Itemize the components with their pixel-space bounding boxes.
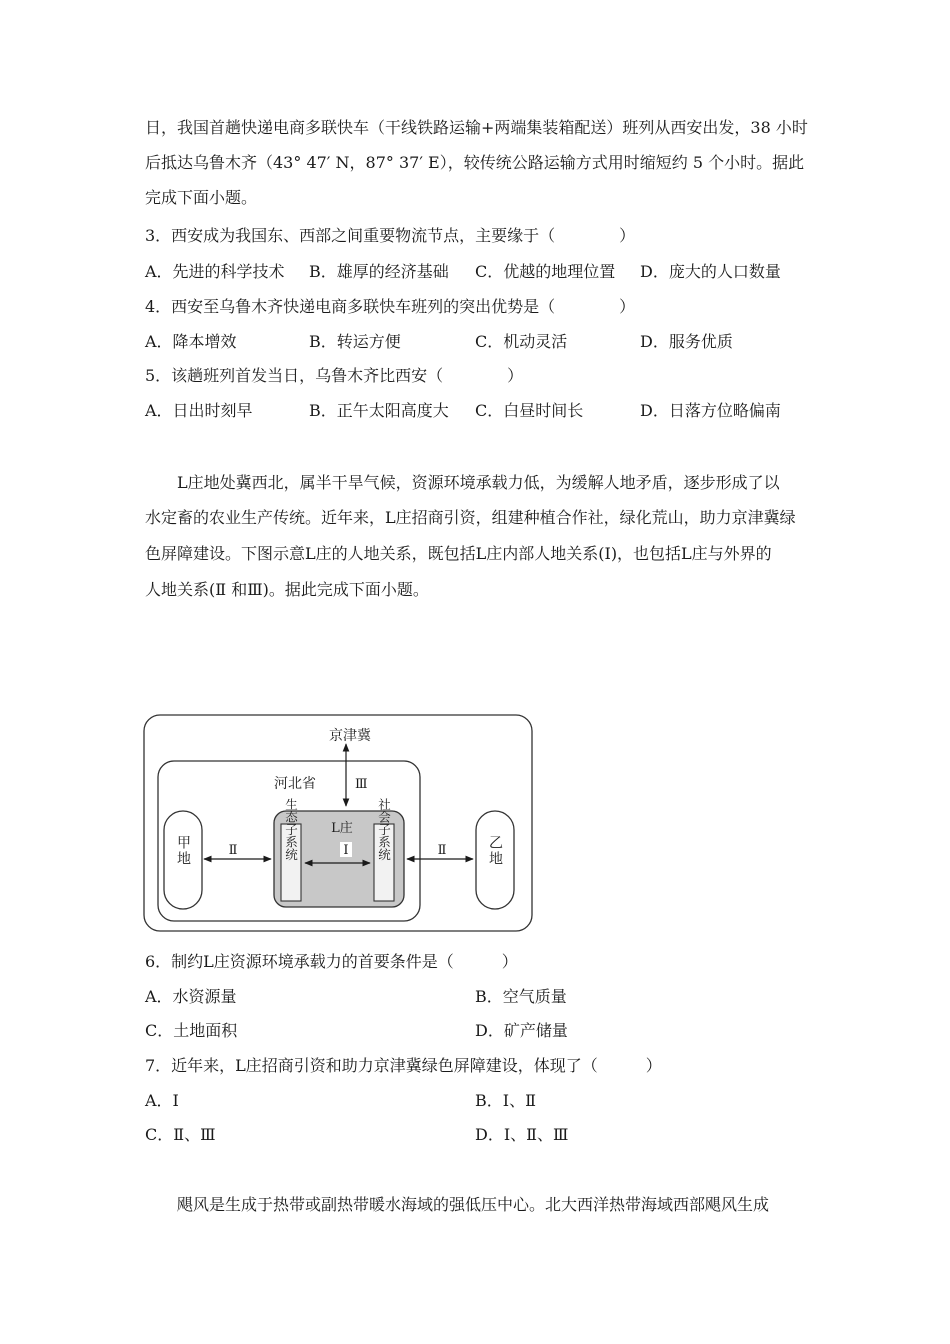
intro2-line-3: 色屏障建设。下图示意L庄的人地关系，既包括L庄内部人地关系(Ⅰ)，也包括L庄与外界的 <box>145 544 772 563</box>
q3-stem: 3．西安成为我国东、西部之间重要物流节点，主要缘于（ ） <box>145 226 636 245</box>
intro1-line-1: 日，我国首趟快递电商多联快车（干线铁路运输+两端集装箱配送）班列从西安出发，38 小时 <box>145 118 808 137</box>
q6-option-b: B．空气质量 <box>475 987 567 1006</box>
l-village-label: L庄 <box>331 821 353 836</box>
q4-option-b: B．转运方便 <box>309 332 401 351</box>
q7-stem: 7．近年来，L庄招商引资和助力京津冀绿色屏障建设，体现了（ ） <box>145 1056 662 1075</box>
human-land-relationship-diagram <box>142 713 534 935</box>
social-subsystem-label: 社会子系统 <box>376 797 392 861</box>
jia-place-label: 甲地 <box>175 835 191 867</box>
relationship-2-right-label: Ⅱ <box>437 843 447 858</box>
intro1-line-3: 完成下面小题。 <box>145 188 258 207</box>
q5-stem: 5．该趟班列首发当日，乌鲁木齐比西安（ ） <box>145 366 524 385</box>
q5-option-d: D．日落方位略偏南 <box>640 401 781 420</box>
q5-option-a: A．日出时刻早 <box>145 401 253 420</box>
q4-option-d: D．服务优质 <box>640 332 733 351</box>
q4-option-c: C．机动灵活 <box>475 332 568 351</box>
relationship-1-label: Ⅰ <box>343 843 349 858</box>
q4-option-a: A．降本增效 <box>145 332 237 351</box>
jingjinji-label: 京津冀 <box>329 728 371 744</box>
q6-stem: 6．制约L庄资源环境承载力的首要条件是（ ） <box>145 952 518 971</box>
q6-option-a: A．水资源量 <box>145 987 237 1006</box>
q7-option-d: D．Ⅰ、Ⅱ、Ⅲ <box>475 1125 569 1144</box>
q4-stem: 4．西安至乌鲁木齐快递电商多联快车班列的突出优势是（ ） <box>145 297 636 316</box>
hebei-label: 河北省 <box>274 776 316 792</box>
intro2-line-1: L庄地处冀西北，属半干旱气候，资源环境承载力低，为缓解人地矛盾，逐步形成了以 <box>145 473 780 492</box>
q7-option-c: C．Ⅱ、Ⅲ <box>145 1125 216 1144</box>
intro3-line-1: 飓风是生成于热带或副热带暖水海域的强低压中心。北大西洋热带海域西部飓风生成 <box>145 1195 770 1214</box>
eco-subsystem-label: 生态子系统 <box>283 797 299 861</box>
relationship-3-label: Ⅲ <box>355 777 368 792</box>
q3-option-a: A．先进的科学技术 <box>145 262 285 281</box>
q5-option-c: C．白昼时间长 <box>475 401 584 420</box>
q3-option-b: B．雄厚的经济基础 <box>309 262 449 281</box>
intro2-line-2: 水定畜的农业生产传统。近年来，L庄招商引资，组建种植合作社，绿化荒山，助力京津冀绿 <box>145 508 796 527</box>
q7-option-b: B．Ⅰ、Ⅱ <box>475 1091 536 1110</box>
relationship-2-left-label: Ⅱ <box>228 843 238 858</box>
yi-place-label: 乙地 <box>487 835 503 867</box>
intro1-line-2: 后抵达乌鲁木齐（43° 47′ N，87° 37′ E），较传统公路运输方式用时缩短约 5 个小时。据此 <box>145 153 805 172</box>
q6-option-c: C．土地面积 <box>145 1021 238 1040</box>
intro2-line-4: 人地关系(Ⅱ 和Ⅲ)。据此完成下面小题。 <box>145 580 429 599</box>
q5-option-b: B．正午太阳高度大 <box>309 401 449 420</box>
q7-option-a: A．Ⅰ <box>145 1091 179 1110</box>
q3-option-d: D．庞大的人口数量 <box>640 262 781 281</box>
q6-option-d: D．矿产储量 <box>475 1021 568 1040</box>
q3-option-c: C．优越的地理位置 <box>475 262 616 281</box>
